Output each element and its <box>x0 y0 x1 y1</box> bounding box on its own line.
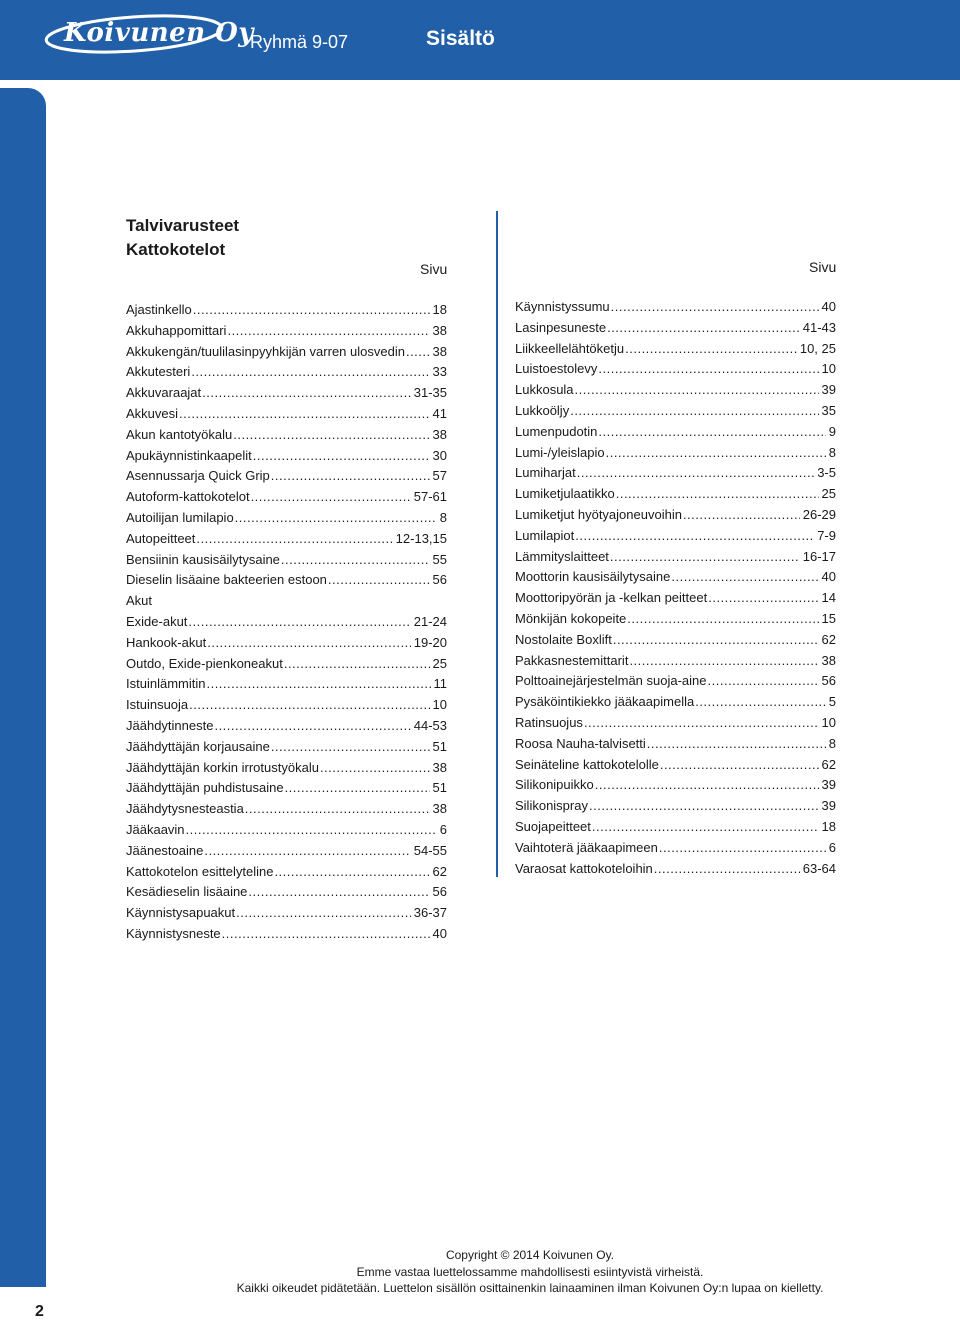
dot-leader <box>660 757 819 772</box>
dot-leader <box>598 361 818 376</box>
dot-leader <box>406 344 430 359</box>
dot-leader <box>589 798 819 813</box>
entry-name: Lukkoöljy <box>515 402 570 418</box>
index-entry <box>126 614 447 635</box>
entry-name: Lasinpesuneste <box>515 319 607 335</box>
entry-page: 18 <box>821 818 836 834</box>
dot-leader <box>274 864 429 879</box>
entry-name: Akut <box>126 593 153 609</box>
dot-leader <box>285 780 430 795</box>
index-entry <box>515 632 836 653</box>
dot-leader <box>245 801 430 816</box>
entry-name: Jäähdyttäjän korjausaine <box>126 738 270 754</box>
index-entry <box>515 382 836 403</box>
index-entry <box>515 320 836 341</box>
entry-page: 25 <box>432 655 447 671</box>
entry-name: Silikonispray <box>515 798 588 814</box>
entry-name: Jäähdyttäjän puhdistusaine <box>126 780 284 796</box>
dot-leader <box>671 569 818 584</box>
index-entry <box>126 656 447 677</box>
index-entry <box>515 486 836 507</box>
dot-leader <box>610 549 800 564</box>
dot-leader <box>202 385 411 400</box>
dot-leader <box>328 572 430 587</box>
index-left-column <box>126 302 447 947</box>
entry-page: 39 <box>821 777 836 793</box>
entry-name: Lumiharjat <box>515 465 576 481</box>
index-entry <box>515 611 836 632</box>
entry-page: 54-55 <box>413 842 447 858</box>
index-entry <box>126 780 447 801</box>
dot-leader <box>708 590 818 605</box>
dot-leader <box>592 819 819 834</box>
entry-page: 3-5 <box>817 465 836 481</box>
entry-page: 38 <box>432 759 447 775</box>
entry-page: 9 <box>828 423 836 439</box>
dot-leader <box>214 718 410 733</box>
page-title: Sisältö <box>426 27 495 50</box>
entry-name: Jäähdyttäjän korkin irrotustyökalu <box>126 759 319 775</box>
entry-name: Käynnistyssumu <box>515 299 610 314</box>
entry-page: 63-64 <box>802 860 836 876</box>
entry-name: Lumiketjulaatikko <box>515 486 615 502</box>
entry-page: 19-20 <box>413 634 447 650</box>
page-number: 2 <box>35 1303 44 1320</box>
dot-leader <box>188 614 410 629</box>
index-entry <box>515 777 836 798</box>
entry-name: Nostolaite Boxlift <box>515 631 612 647</box>
index-entry <box>126 635 447 656</box>
logo-text: Koivunen Oy <box>64 18 254 48</box>
rights-line: Kaikki oikeudet pidätetään. Luettelon sisällön osittainenkin lainaaminen ilman Koivunen Oy:n lupaa on kielletty. <box>236 1281 824 1295</box>
entry-name: Lumilapiot <box>515 527 575 543</box>
dot-leader <box>236 905 411 920</box>
entry-page: 21-24 <box>413 613 447 629</box>
entry-name: Apukäynnistinkaapelit <box>126 447 252 463</box>
index-entry <box>126 344 447 365</box>
index-entry <box>515 549 836 570</box>
index-entry <box>515 840 836 861</box>
dot-leader <box>611 299 819 314</box>
index-entry <box>515 465 836 486</box>
entry-page: 39 <box>821 798 836 814</box>
dot-leader <box>191 364 429 379</box>
entry-page: 56 <box>432 884 447 900</box>
index-entry <box>126 739 447 760</box>
entry-page: 62 <box>821 756 836 772</box>
entry-page: 41 <box>432 405 447 421</box>
entry-page: 36-37 <box>413 905 447 921</box>
entry-page: 38 <box>432 322 447 338</box>
entry-page: 40 <box>432 925 447 941</box>
entry-page: 51 <box>432 780 447 796</box>
dot-leader <box>575 382 819 397</box>
dot-leader <box>598 424 825 439</box>
entry-page: 10 <box>821 714 836 730</box>
dot-leader <box>606 445 826 460</box>
index-entry <box>515 694 836 715</box>
entry-page: 8 <box>828 735 836 751</box>
dot-leader <box>235 510 437 525</box>
left-column-header: Sivu <box>420 261 448 277</box>
dot-leader <box>189 697 429 712</box>
index-entry <box>126 302 447 323</box>
dot-leader <box>281 552 430 567</box>
entry-page: 7-9 <box>817 527 836 543</box>
entry-page: 57-61 <box>413 489 447 505</box>
dot-leader <box>271 739 430 754</box>
entry-name: Jäähdytysnesteastia <box>126 801 244 817</box>
dot-leader <box>193 302 430 317</box>
dot-leader <box>616 486 819 501</box>
index-entry <box>515 403 836 424</box>
dot-leader <box>647 736 826 751</box>
dot-leader <box>708 673 819 688</box>
entry-page: 15 <box>821 610 836 626</box>
entry-page: 56 <box>821 673 836 689</box>
dot-leader <box>584 715 819 730</box>
entry-name: Autoilijan lumilapio <box>126 509 234 525</box>
entry-page: 33 <box>432 364 447 380</box>
entry-page: 38 <box>432 801 447 817</box>
entry-page: 18 <box>432 302 447 317</box>
entry-page: 51 <box>432 738 447 754</box>
index-entry <box>126 510 447 531</box>
entry-name: Autoform-kattokotelot <box>126 489 250 505</box>
dot-leader <box>204 843 410 858</box>
index-entry <box>515 673 836 694</box>
entry-page: 38 <box>432 343 447 359</box>
index-entry <box>126 822 447 843</box>
copyright-line: Copyright © 2014 Koivunen Oy. <box>445 1248 615 1262</box>
entry-page: 10, 25 <box>799 340 836 356</box>
dot-leader <box>575 528 814 543</box>
entry-name: Pakkasnestemittarit <box>515 652 629 668</box>
dot-leader <box>659 840 826 855</box>
index-entry <box>126 468 447 489</box>
right-column-header: Sivu <box>809 259 837 275</box>
entry-page: 57 <box>432 468 447 484</box>
entry-name: Ajastinkello <box>126 302 192 317</box>
entry-name: Suojapeitteet <box>515 818 591 834</box>
dot-leader <box>222 926 430 941</box>
entry-page: 30 <box>432 447 447 463</box>
index-entry <box>126 843 447 864</box>
entry-name: Pysäköintikiekko jääkaapimella <box>515 694 695 710</box>
dot-leader <box>207 635 411 650</box>
index-entry <box>126 760 447 781</box>
entry-name: Akkuvaraajat <box>126 385 202 401</box>
entry-page: 8 <box>828 444 836 460</box>
entry-name: Varaosat kattokoteloihin <box>515 860 653 876</box>
entry-name: Mönkijän kokopeite <box>515 610 627 626</box>
entry-page: 26-29 <box>802 506 836 522</box>
entry-name: Moottoripyörän ja -kelkan peitteet <box>515 590 708 606</box>
index-entry <box>126 697 447 718</box>
entry-name: Roosa Nauha-talvisetti <box>515 735 646 751</box>
entry-page: 38 <box>432 426 447 442</box>
entry-name: Asennussarja Quick Grip <box>126 468 270 484</box>
index-entry <box>126 427 447 448</box>
entry-page: 12-13,15 <box>395 530 447 546</box>
index-entry <box>126 884 447 905</box>
entry-name: Jäänestoaine <box>126 842 204 858</box>
index-entry <box>126 385 447 406</box>
index-entry <box>515 445 836 466</box>
index-entry <box>515 819 836 840</box>
dot-leader <box>248 884 429 899</box>
index-entry <box>126 926 447 947</box>
entry-page: 41-43 <box>802 319 836 335</box>
entry-name: Akkutesteri <box>126 364 191 380</box>
entry-page: 10 <box>821 361 836 377</box>
index-entry <box>515 299 836 320</box>
entry-name: Ratinsuojus <box>515 714 583 730</box>
entry-name: Moottorin kausisäilytysaine <box>515 569 671 585</box>
index-entry <box>515 798 836 819</box>
entry-name: Outdo, Exide-pienkoneakut <box>126 655 283 671</box>
index-entry <box>126 718 447 739</box>
entry-page: 11 <box>433 676 447 692</box>
section-heading <box>126 214 239 262</box>
index-entry <box>126 531 447 552</box>
index-entry <box>126 801 447 822</box>
index-entry <box>515 507 836 528</box>
entry-name: Akkukengän/tuulilasinpyyhkijän varren ulosvedin <box>126 343 405 359</box>
index-entry <box>515 424 836 445</box>
entry-name: Käynnistysneste <box>126 925 221 941</box>
section-heading-line2: Kattokotelot <box>126 240 226 259</box>
entry-name: Lumenpudotin <box>515 423 598 439</box>
dot-leader <box>595 777 819 792</box>
index-entry <box>126 406 447 427</box>
dot-leader <box>179 406 430 421</box>
index-entry <box>126 593 447 614</box>
entry-name: Bensiinin kausisäilytysaine <box>126 551 280 567</box>
entry-name: Akkuvesi <box>126 405 179 421</box>
entry-page: 62 <box>821 631 836 647</box>
entry-name: Istuinsuoja <box>126 697 189 713</box>
dot-leader <box>196 531 392 546</box>
footer <box>150 1247 910 1297</box>
entry-name: Lukkosula <box>515 382 574 398</box>
entry-name: Kattokotelon esittelyteline <box>126 863 274 879</box>
entry-page: 35 <box>821 402 836 418</box>
entry-name: Polttoainejärjestelmän suoja-aine <box>515 673 707 689</box>
entry-name: Autopeitteet <box>126 530 196 546</box>
entry-page: 10 <box>432 697 447 713</box>
entry-page: 38 <box>821 652 836 668</box>
dot-leader <box>570 403 818 418</box>
entry-page: 14 <box>821 590 836 606</box>
entry-name: Akkuhappomittari <box>126 322 227 338</box>
entry-page: 56 <box>432 572 447 588</box>
index-entry <box>515 861 836 882</box>
entry-name: Vaihtoterä jääkaapimeen <box>515 839 658 855</box>
index-entry <box>126 905 447 926</box>
entry-name: Istuinlämmitin <box>126 676 206 692</box>
dot-leader <box>577 465 815 480</box>
entry-name: Kesädieselin lisäaine <box>126 884 248 900</box>
entry-name: Liikkeellelähtöketju <box>515 340 625 356</box>
group-label: Ryhmä 9-07 <box>250 32 349 52</box>
entry-name: Jääkaavin <box>126 821 185 837</box>
index-entry <box>515 361 836 382</box>
entry-page: 5 <box>828 694 836 710</box>
index-entry <box>126 489 447 510</box>
entry-page: 39 <box>821 382 836 398</box>
entry-page: 55 <box>432 551 447 567</box>
index-entry <box>126 323 447 344</box>
index-entry <box>126 676 447 697</box>
dot-leader <box>625 341 797 356</box>
entry-page: 40 <box>821 569 836 585</box>
dot-leader <box>186 822 437 837</box>
entry-name: Dieselin lisäaine bakteerien estoon <box>126 572 327 588</box>
entry-name: Lumi-/yleislapio <box>515 444 605 460</box>
entry-name: Käynnistysapuakut <box>126 905 236 921</box>
entry-name: Exide-akut <box>126 613 188 629</box>
entry-page: 31-35 <box>413 385 447 401</box>
index-entry <box>126 864 447 885</box>
dot-leader <box>271 468 430 483</box>
dot-leader <box>206 676 430 691</box>
entry-page: 6 <box>439 821 447 837</box>
dot-leader <box>253 448 430 463</box>
dot-leader <box>233 427 429 442</box>
disclaimer-line: Emme vastaa luettelossamme mahdollisesti esiintyvistä virheistä. <box>356 1264 704 1279</box>
entry-name: Silikonipuikko <box>515 777 594 793</box>
dot-leader <box>654 861 800 876</box>
entry-page: 16-17 <box>802 548 836 564</box>
dot-leader <box>683 507 800 522</box>
entry-name: Lumiketjut hyötyajoneuvoihin <box>515 506 682 522</box>
section-heading-line1: Talvivarusteet <box>126 216 240 235</box>
entry-name: Jäähdytinneste <box>126 717 214 733</box>
dot-leader <box>613 632 819 647</box>
entry-name: Seinäteline kattokotelolle <box>515 756 659 772</box>
index-right-column <box>515 299 836 881</box>
dot-leader <box>695 694 826 709</box>
entry-name: Hankook-akut <box>126 634 207 650</box>
index-entry <box>126 572 447 593</box>
entry-page: 40 <box>821 299 836 314</box>
dot-leader <box>320 760 430 775</box>
dot-leader <box>284 656 430 671</box>
dot-leader <box>607 320 800 335</box>
index-entry <box>515 341 836 362</box>
index-entry <box>515 528 836 549</box>
entry-page: 44-53 <box>413 717 447 733</box>
index-entry <box>515 653 836 674</box>
side-tab <box>0 88 46 1332</box>
column-divider <box>496 211 498 877</box>
index-entry <box>126 364 447 385</box>
index-entry <box>515 757 836 778</box>
index-entry <box>126 552 447 573</box>
entry-page: 62 <box>432 863 447 879</box>
dot-leader <box>251 489 411 504</box>
entry-name: Lämmityslaitteet <box>515 548 609 564</box>
entry-name: Akun kantotyökalu <box>126 426 233 442</box>
index-entry <box>515 569 836 590</box>
entry-page: 6 <box>828 839 836 855</box>
dot-leader <box>629 653 818 668</box>
index-entry <box>515 736 836 757</box>
entry-name: Luistoestolevy <box>515 361 598 377</box>
index-entry <box>126 448 447 469</box>
company-logo <box>42 10 254 56</box>
dot-leader <box>627 611 818 626</box>
index-entry <box>515 715 836 736</box>
entry-page: 8 <box>439 509 447 525</box>
header-bar <box>0 0 960 80</box>
index-entry <box>515 590 836 611</box>
entry-page: 25 <box>821 486 836 502</box>
dot-leader <box>227 323 429 338</box>
